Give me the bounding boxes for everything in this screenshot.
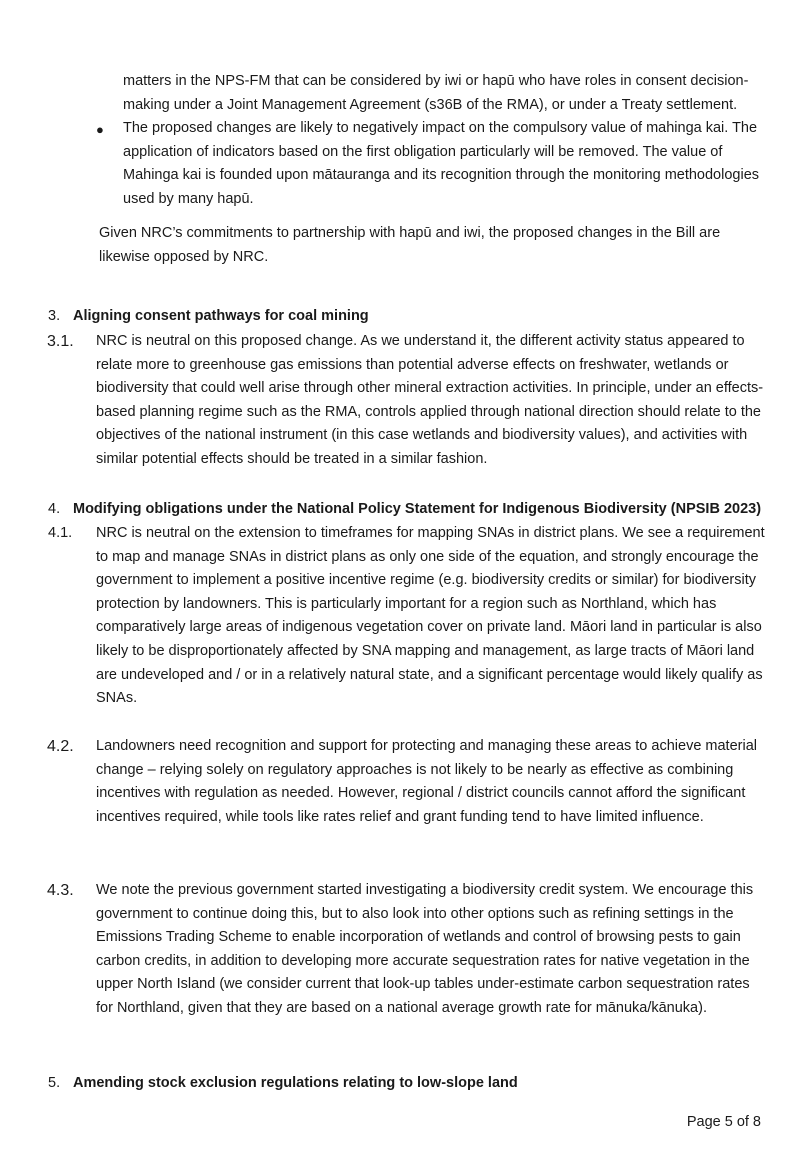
paragraph-number: 4.1. xyxy=(48,525,73,541)
section-number: 4. xyxy=(48,501,61,517)
paragraph-4-2: Landowners need recognition and support for protecting and managing these areas to achieve material change – relying solely on regulatory approaches is not likely to be nearly as effective as combining incentives with regulation as needed. However, regional / district councils cannot afford the significant incentives required, while tools like rates relief and grant funding tend to have limited influence. xyxy=(96,738,757,825)
paragraph-partnership: Given NRC’s commitments to partnership with hapū and iwi, the proposed changes in the Bill are likewise opposed by NRC. xyxy=(99,225,721,265)
paragraph-4-3: We note the previous government started investigating a biodiversity credit system. We encourage this government to continue doing this, but to also look into other options such as refining settings in the Emissions Trading Scheme to enable incorporation of wetlands and control of browsing pests to gain carbon credits, in addition to developing more accurate sequestration rates for native vegetation in the upper North Island (we consider current that look-up tables under-estimate carbon sequestration rates for Northland, given that they are based on a national average growth rate for mānuka/kānuka). xyxy=(96,882,754,1016)
section-heading-coal-mining: Aligning consent pathways for coal mining xyxy=(73,308,369,324)
bullet-icon: ● xyxy=(96,122,104,137)
paragraph-number: 4.3. xyxy=(47,882,74,899)
paragraph-4-1: NRC is neutral on the extension to timeframes for mapping SNAs in district plans. We see a requirement to map and manage SNAs in district plans as only one side of the equation, and strongly encourage the government to implement a positive incentive regime (e.g. biodiversity credits or similar) for biodiversity protection by landowners. This is particularly important for a region such as Northland, which has comparatively large areas of indigenous vegetation cover on private land. Māori land in particular is also likely to be disproportionately affected by SNA mapping and management, as large tracts of Māori land are undeveloped and / or in a relatively natural state, and a significant percentage would likely qualify as SNAs. xyxy=(96,525,765,707)
section-number: 3. xyxy=(48,308,61,324)
paragraph-number: 4.2. xyxy=(47,738,74,755)
paragraph-number: 3.1. xyxy=(47,333,74,350)
section-heading-npsib: Modifying obligations under the National Policy Statement for Indigenous Biodiversity (NPSIB 2023) xyxy=(73,501,762,517)
page-number: Page 5 of 8 xyxy=(686,1114,761,1130)
bullet-continuation: matters in the NPS-FM that can be considered by iwi or hapū who have roles in consent decision-making under a Joint Management Agreement (s36B of the RMA), or under a Treaty settlement. xyxy=(123,73,749,113)
bullet-mahinga-kai: The proposed changes are likely to negatively impact on the compulsory value of mahinga kai. The application of indicators based on the first obligation particularly will be removed. The value of Mahinga kai is founded upon mātauranga and its recognition through the monitoring methodologies used by many hapū. xyxy=(123,120,760,207)
section-number: 5. xyxy=(48,1075,61,1091)
section-heading-stock-exclusion: Amending stock exclusion regulations relating to low-slope land xyxy=(73,1075,518,1091)
paragraph-3-1: NRC is neutral on this proposed change. As we understand it, the different activity status appeared to relate more to greenhouse gas emissions than potential adverse effects on freshwater, wetlands or biodiversity that could well arise through other mineral extraction activities. In principle, under an effects-based planning regime such as the RMA, controls applied through national direction should relate to the objectives of the national instrument (in this case wetlands and biodiversity values), and activities with similar potential effects should be treated in a similar fashion. xyxy=(96,333,764,467)
